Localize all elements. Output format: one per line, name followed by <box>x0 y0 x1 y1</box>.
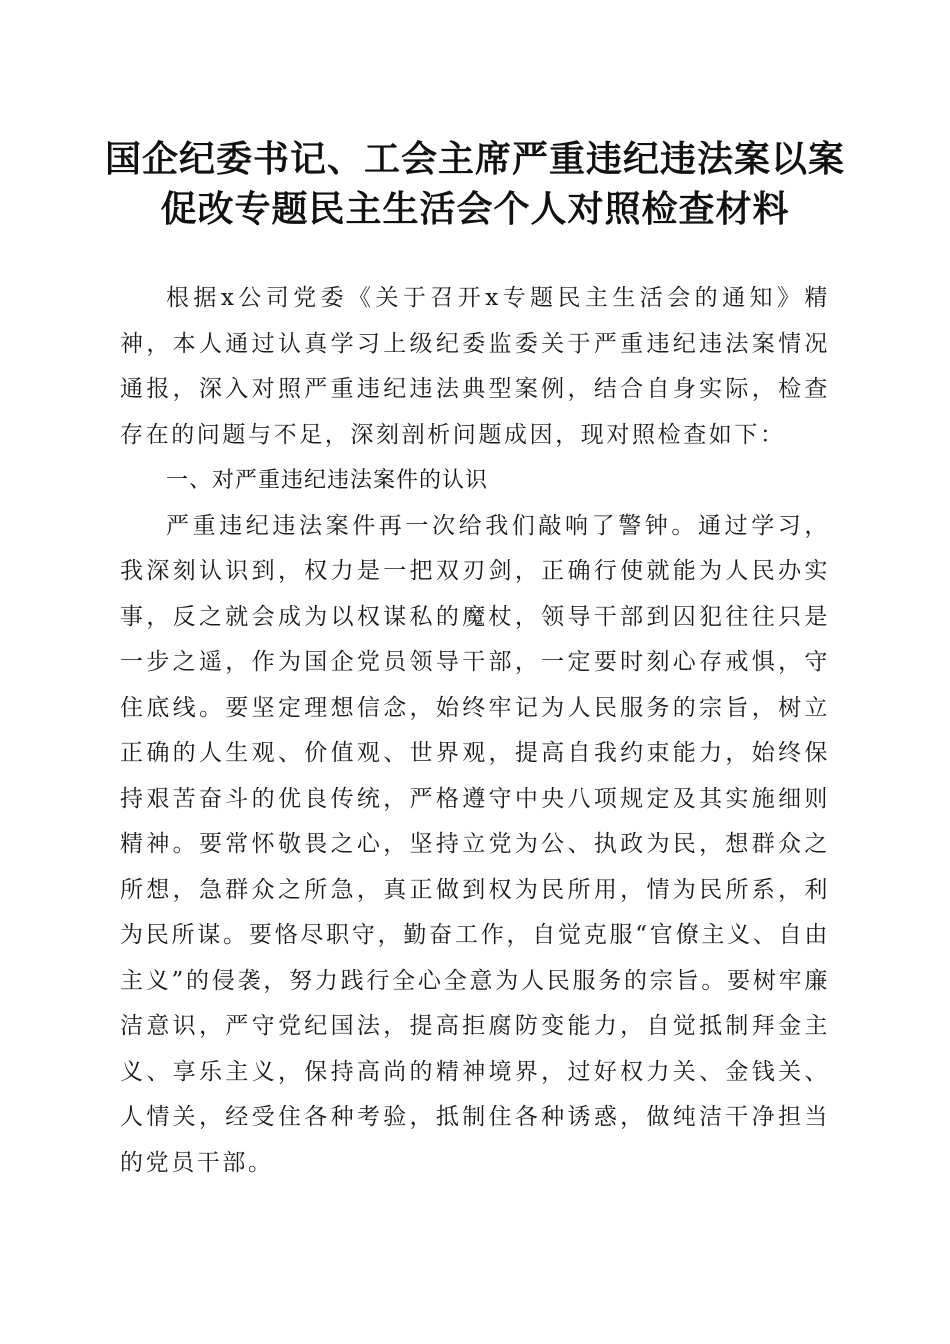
section-heading-1: 一、对严重违纪违法案件的认识 <box>166 468 489 493</box>
document-title-line-2: 促改专题民主生活会个人对照检查材料 <box>160 188 790 230</box>
intro-paragraph: 根据x公司党委《关于召开x专题民主生活会的通知》精神，本人通过认真学习上级纪委监委关于严重违纪违法案情况通报，深入对照严重违纪违法典型案例，结合自身实际，检查存在的问题与不足，深刻剖析问题成因，现对照检查如下： <box>120 285 830 448</box>
document-body <box>120 276 830 1186</box>
document-title <box>100 134 850 234</box>
document-title-line-1: 国企纪委书记、工会主席严重违纪违法案以案 <box>104 138 845 180</box>
section-1-paragraph: 严重违纪违法案件再一次给我们敲响了警钟。通过学习，我深刻认识到，权力是一把双刃剑，正确行使就能为人民办实事，反之就会成为以权谋私的魔杖，领导干部到囚犯往往只是一步之遥，作为国企党员领导干部，一定要时刻心存戒惧，守住底线。要坚定理想信念，始终牢记为人民服务的宗旨，树立正确的人生观、价值观、世界观，提高自我约束能力，始终保持艰苦奋斗的优良传统，严格遵守中央八项规定及其实施细则精神。要常怀敬畏之心，坚持立党为公、执政为民，想群众之所想，急群众之所急，真正做到权为民所用，情为民所系，利为民所谋。要恪尽职守，勤奋工作，自觉克服“官僚主义、自由主义”的侵袭，努力践行全心全意为人民服务的宗旨。要树牢廉洁意识，严守党纪国法，提高拒腐防变能力，自觉抵制拜金主义、享乐主义，保持高尚的精神境界，过好权力关、金钱关、人情关，经受住各种考验，抵制住各种诱惑，做纯洁干净担当的党员干部。 <box>120 512 830 1176</box>
